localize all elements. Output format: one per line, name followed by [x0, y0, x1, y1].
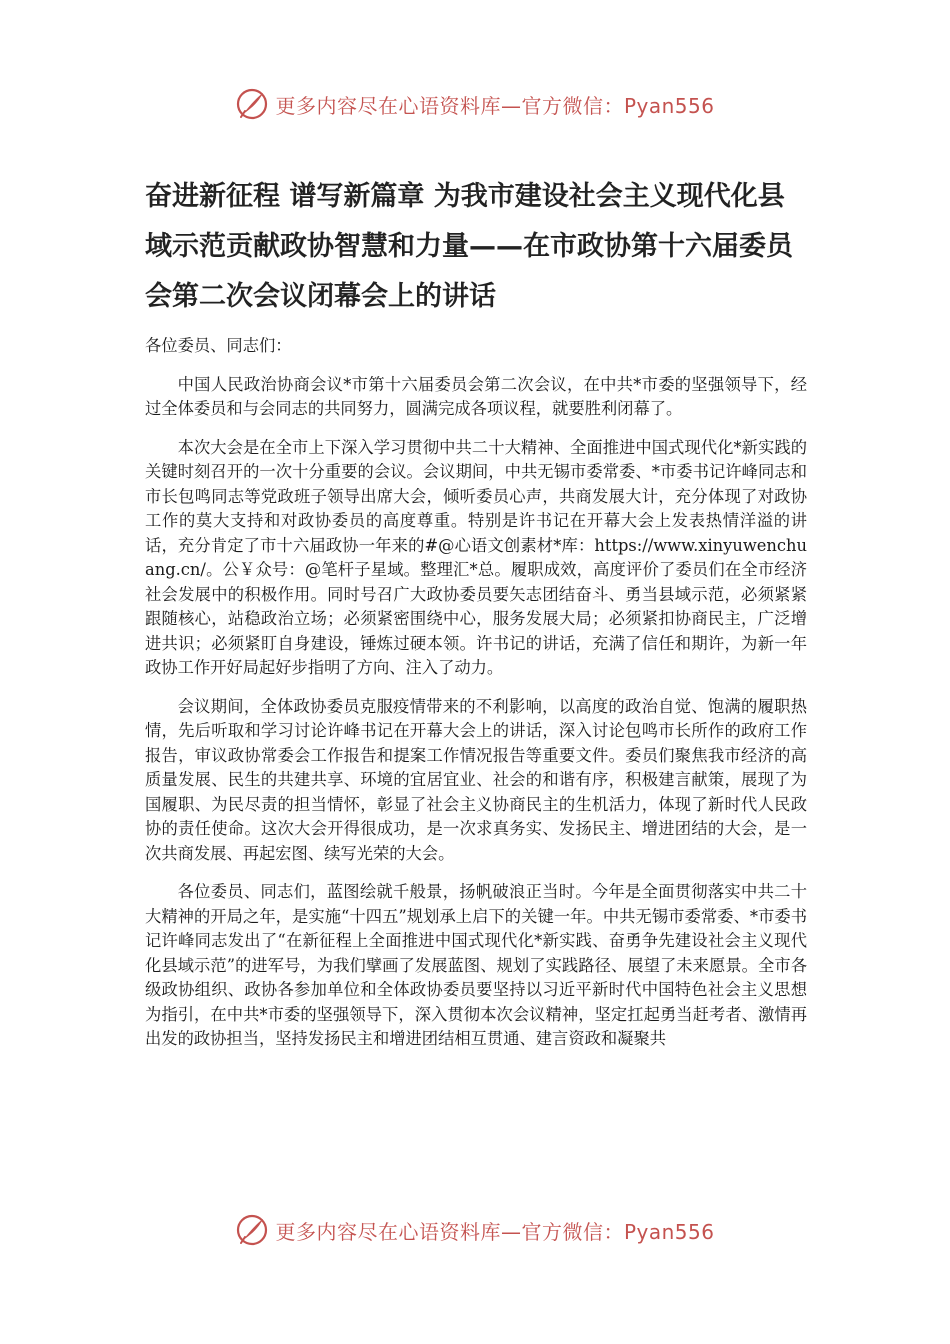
- banner-text: 更多内容尽在心语资料库—官方微信：Pyan556: [275, 93, 715, 118]
- document-body: [145, 172, 807, 1066]
- paragraph: 各位委员、同志们，蓝图绘就千般景，扬帆破浪正当时。今年是全面贯彻落实中共二十大精神的开局之年，是实施“十四五”规划承上启下的关键一年。中共无锡市委常委、*市委书记许峰同志发出了“在新征程上全面推进中国式现代化*新实践、奋勇争先建设社会主义现代化县域示范”的进军号，为我们擘画了发展蓝图、规划了实践路径、展望了未来愿景。全市各级政协组织、政协各参加单位和全体政协委员要坚持以习近平新时代中国特色社会主义思想为指引，在中共*市委的坚强领导下，深入贯彻本次会议精神，坚定扛起勇当赶考者、激情再出发的政协担当，坚持发扬民主和增进团结相互贯通、建言资政和凝聚共: [145, 882, 807, 1048]
- footer-banner: [0, 1208, 950, 1252]
- paragraph: 会议期间，全体政协委员克服疫情带来的不利影响，以高度的政治自觉、饱满的履职热情，先后听取和学习讨论许峰书记在开幕大会上的讲话，深入讨论包鸣市长所作的政府工作报告，审议政协常委会工作报告和提案工作情况报告等重要文件。委员们聚焦我市经济的高质量发展、民生的共建共享、环境的宜居宜业、社会的和谐有序，积极建言献策，展现了为国履职、为民尽责的担当情怀，彰显了社会主义协商民主的生机活力，体现了新时代人民政协的责任使命。这次大会开得很成功，是一次求真务实、发扬民主、增进团结的大会，是一次共商发展、再起宏图、续写光荣的大会。: [145, 696, 807, 863]
- document-title: 奋进新征程 谱写新篇章 为我市建设社会主义现代化县域示范贡献政协智慧和力量——在市政协第十六届委员会第二次会议闭幕会上的讲话: [145, 181, 793, 312]
- quill-logo-icon: [235, 87, 269, 121]
- banner-text: 更多内容尽在心语资料库—官方微信：Pyan556: [275, 1219, 715, 1244]
- header-banner: [0, 82, 950, 126]
- paragraph: 本次大会是在全市上下深入学习贯彻中共二十大精神、全面推进中国式现代化*新实践的关键时刻召开的一次十分重要的会议。会议期间，中共无锡市委常委、*市委书记许峰同志和市长包鸣同志等党政班子领导出席大会，倾听委员心声，共商发展大计，充分体现了对政协工作的莫大支持和对政协委员的高度尊重。特别是许书记在开幕大会上发表热情洋溢的讲话，充分肯定了市十六届政协一年来的#@心语文创素材*库：https://www.xinyuwenchuang.cn/。公￥众号：@笔杆子星域。整理汇*总。履职成效，高度评价了委员们在全市经济社会发展中的积极作用。同时号召广大政协委员要矢志团结奋斗、勇当县域示范，必须紧紧跟随核心，站稳政治立场；必须紧密围绕中心，服务发展大局；必须紧扣协商民主，广泛增进共识；必须紧盯自身建设，锤炼过硬本领。许书记的讲话，充满了信任和期许，为新一年政协工作开好局起好步指明了方向、注入了动力。: [145, 437, 807, 677]
- paragraph: 中国人民政治协商会议*市第十六届委员会第二次会议，在中共*市委的坚强领导下，经过全体委员和与会同志的共同努力，圆满完成各项议程，就要胜利闭幕了。: [145, 374, 807, 418]
- salutation: 各位委员、同志们：: [145, 336, 292, 355]
- quill-logo-icon: [235, 1213, 269, 1247]
